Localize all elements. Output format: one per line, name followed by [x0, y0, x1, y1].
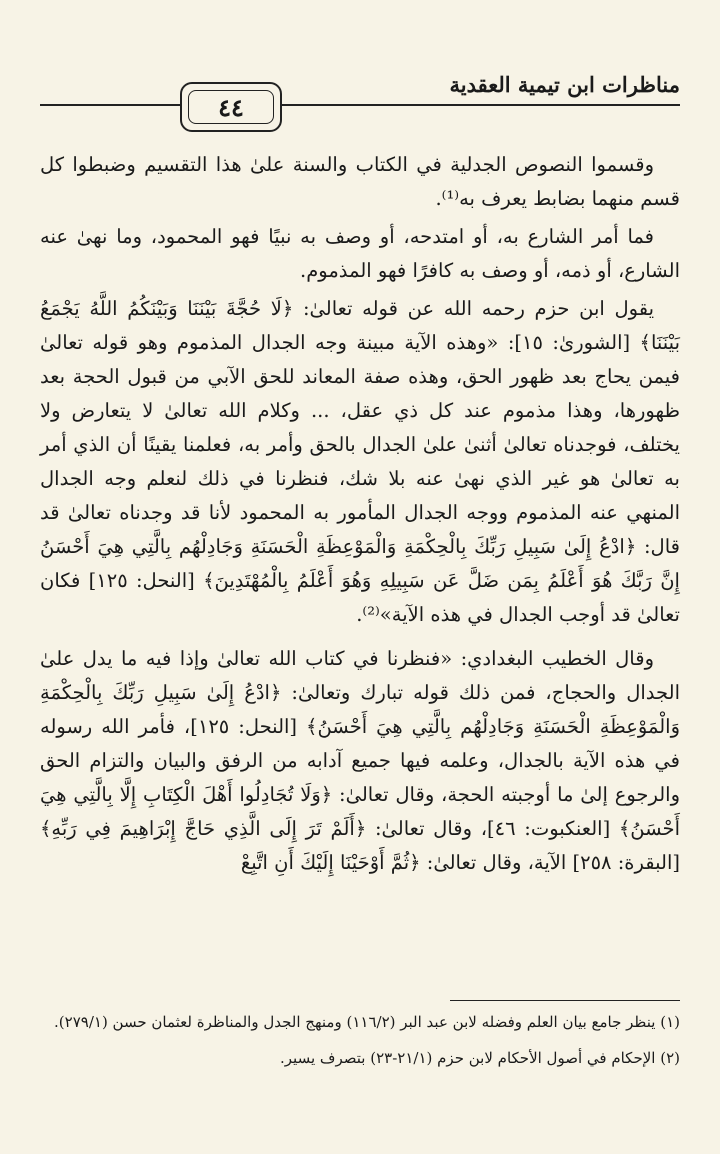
page-number: ٤٤ [188, 90, 274, 124]
header-rule [40, 104, 680, 106]
running-title: مناظرات ابن تيمية العقدية [449, 72, 680, 97]
paragraph: وقال الخطيب البغدادي: «فنظرنا في كتاب الله تعالىٰ وإذا فيه ما يدل علىٰ الجدال والحجاج، فمن ذلك قوله تبارك وتعالىٰ: ﴿ادْعُ إِلَىٰ سَبِيلِ رَبِّكَ بِالْحِكْمَةِ وَالْمَوْعِظَةِ الْحَسَنَةِ وَجَادِلْهُم بِالَّتِي هِيَ أَحْسَنُ﴾ [النحل: ١٢٥]، فأمر الله رسوله في هذه الآية بالجدال، وعلمه فيها جميع آدابه من الرفق والبيان والتزام الحق والرجوع إلىٰ ما أوجبته الحجة، وقال تعالىٰ: ﴿وَلَا تُجَادِلُوا أَهْلَ الْكِتَابِ إِلَّا بِالَّتِي هِيَ أَحْسَنُ﴾ [العنكبوت: ٤٦]، وقال تعالىٰ: ﴿أَلَمْ تَرَ إِلَى الَّذِي حَاجَّ إِبْرَاهِيمَ فِي رَبِّهِ﴾ [البقرة: ٢٥٨] الآية، وقال تعالىٰ: ﴿ثُمَّ أَوْحَيْنَا إِلَيْكَ أَنِ اتَّبِعْ [40, 647, 680, 874]
footnotes [40, 1008, 680, 1080]
footnote: (١) ينظر جامع بيان العلم وفضله لابن عبد البر (١١٦/٢) ومنهج الجدل والمناظرة لعثمان حسن (٢٧٩/١). [54, 1013, 680, 1031]
footnote: (٢) الإحكام في أصول الأحكام لابن حزم (٢١/١-٢٣) بتصرف يسير. [280, 1049, 680, 1067]
main-text [40, 148, 680, 890]
page-number-badge [180, 82, 282, 132]
paragraph: فما أمر الشارع به، أو امتدحه، أو وصف به نبيًا فهو المحمود، وما نهىٰ عنه الشارع، أو ذمه، أو وصف به كافرًا فهو المذموم. [40, 225, 680, 282]
paragraph: يقول ابن حزم رحمه الله عن قوله تعالىٰ: ﴿لَا حُجَّةَ بَيْنَنَا وَبَيْنَكُمُ اللَّهُ يَجْمَعُ بَيْنَنَا﴾ [الشورىٰ: ١٥]: «وهذه الآية مبينة وجه الجدال المذموم وهو قوله تعالىٰ فيمن يحاج بعد ظهور الحق، وهذه صفة المعاند للحق الآبي من قبول الحجة بعد ظهورها، وهذا مذموم عند كل ذي عقل، ... وكلام الله تعالىٰ لا يتعارض ولا يختلف، فوجدناه تعالىٰ أثنىٰ علىٰ الجدال بالحق وأمر به، فعلمنا يقينًا أن الذي أمر به تعالىٰ هو غير الذي نهىٰ عنه بلا شك، فنظرنا في ذلك لنعلم وجه الجدال المنهي عنه المذموم ووجه الجدال المأمور به المحمود لأنا قد وجدناه تعالىٰ قد قال: ﴿ادْعُ إِلَىٰ سَبِيلِ رَبِّكَ بِالْحِكْمَةِ وَالْمَوْعِظَةِ الْحَسَنَةِ وَجَادِلْهُم بِالَّتِي هِيَ أَحْسَنُ إِنَّ رَبَّكَ هُوَ أَعْلَمُ بِمَن ضَلَّ عَن سَبِيلِهِ وَهُوَ أَعْلَمُ بِالْمُهْتَدِينَ﴾ [النحل: ١٢٥] فكان تعالىٰ قد أوجب الجدال في هذه الآية»⁽²⁾. [40, 297, 681, 626]
page-header [40, 66, 680, 126]
paragraph: وقسموا النصوص الجدلية في الكتاب والسنة علىٰ هذا التقسيم وضبطوا كل قسم منهما بضابط يعرف به⁽¹⁾. [40, 153, 680, 210]
footnote-divider [450, 1000, 680, 1001]
